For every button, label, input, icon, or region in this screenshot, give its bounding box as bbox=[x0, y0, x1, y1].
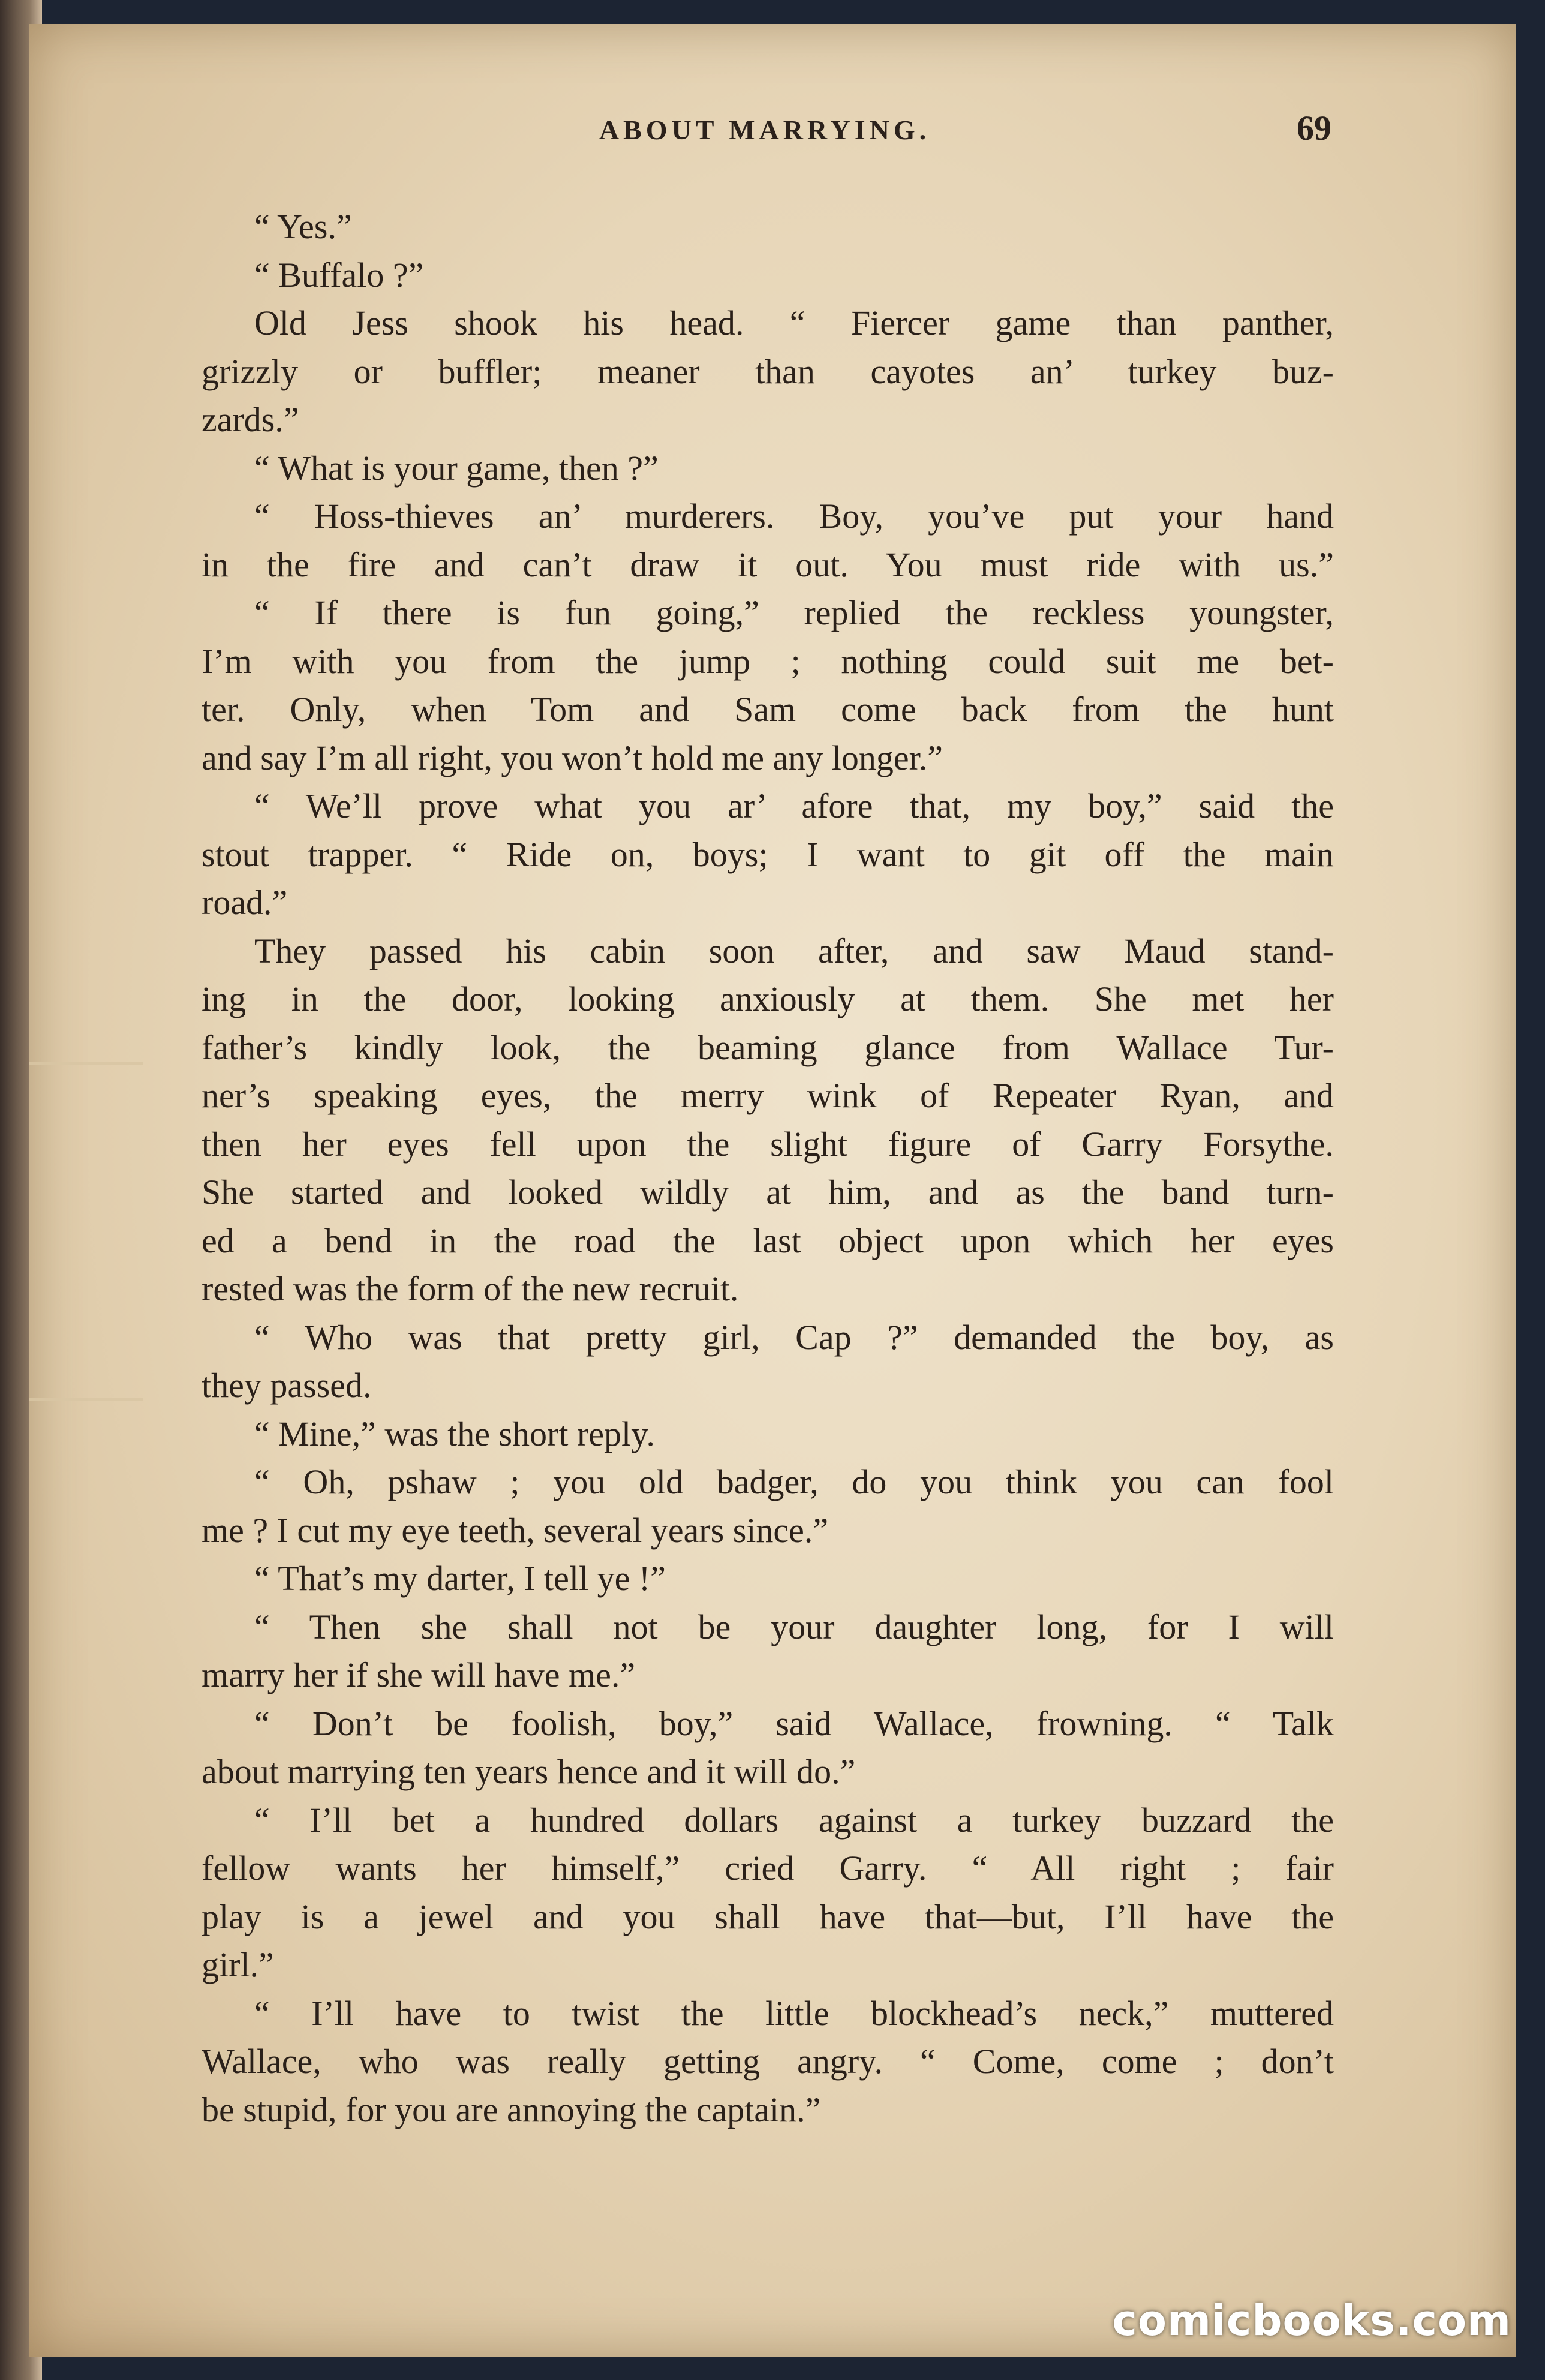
text-line: Old Jess shook his head. “ Fiercer game than panther, bbox=[254, 303, 1334, 342]
text-line: be stupid, for you are annoying the captain.” bbox=[202, 2090, 821, 2129]
text-line: then her eyes fell upon the slight figure of Garry Forsythe. bbox=[202, 1124, 1334, 1164]
text-line: they passed. bbox=[202, 1366, 372, 1405]
text-line: “ If there is fun going,” replied the reckless youngster, bbox=[254, 593, 1334, 632]
text-line: “ Buffalo ?” bbox=[254, 255, 424, 295]
text-line: “ Oh, pshaw ; you old badger, do you think you can fool bbox=[254, 1462, 1334, 1501]
text-line: ing in the door, looking anxiously at them. She met her bbox=[202, 979, 1334, 1018]
text-line: rested was the form of the new recruit. bbox=[202, 1269, 739, 1308]
text-line: I’m with you from the jump ; nothing could suit me bet- bbox=[202, 641, 1334, 681]
text-line: ner’s speaking eyes, the merry wink of Repeater Ryan, and bbox=[202, 1076, 1334, 1115]
text-line: stout trapper. “ Ride on, boys; I want to git off the main bbox=[202, 834, 1334, 874]
text-line: “ Don’t be foolish, boy,” said Wallace, frowning. “ Talk bbox=[254, 1703, 1334, 1743]
page-header bbox=[198, 90, 1331, 162]
binding-thread bbox=[29, 1398, 143, 1401]
text-line: “ What is your game, then ?” bbox=[254, 448, 659, 488]
text-line: grizzly or buffler; meaner than cayotes an’ turkey buz- bbox=[202, 351, 1334, 391]
text-line: “ We’ll prove what you ar’ afore that, my boy,” said the bbox=[254, 786, 1334, 825]
text-line: play is a jewel and you shall have that—but, I’ll have the bbox=[202, 1897, 1334, 1936]
text-line: “ Who was that pretty girl, Cap ?” demanded the boy, as bbox=[254, 1317, 1334, 1357]
text-line: girl.” bbox=[202, 1945, 274, 1984]
text-line: “ Hoss-thieves an’ murderers. Boy, you’ve put your hand bbox=[254, 497, 1334, 536]
text-line: zards.” bbox=[202, 400, 299, 439]
text-line: ed a bend in the road the last object upon which her eyes bbox=[202, 1221, 1334, 1260]
body-text bbox=[202, 203, 1334, 2158]
text-line: fellow wants her himself,” cried Garry. “ All right ; fair bbox=[202, 1849, 1334, 1888]
running-head: ABOUT MARRYING. bbox=[599, 115, 931, 145]
text-line: “ Then she shall not be your daughter long, for I will bbox=[254, 1607, 1334, 1646]
text-line: father’s kindly look, the beaming glance from Wallace Tur- bbox=[202, 1027, 1334, 1067]
text-line: “ I’ll have to twist the little blockhead’s neck,” muttered bbox=[254, 1993, 1334, 2033]
text-line: “ Yes.” bbox=[254, 207, 352, 246]
watermark: comicbooks.com bbox=[1112, 2296, 1511, 2345]
text-line: road.” bbox=[202, 883, 288, 922]
text-line: about marrying ten years hence and it will do.” bbox=[202, 1752, 856, 1791]
text-line: “ Mine,” was the short reply. bbox=[254, 1414, 655, 1453]
text-line: “ I’ll bet a hundred dollars against a turkey buzzard the bbox=[254, 1800, 1334, 1840]
text-line: They passed his cabin soon after, and saw Maud stand- bbox=[254, 931, 1334, 970]
text-line: me ? I cut my eye teeth, several years since.” bbox=[202, 1510, 829, 1550]
text-line: and say I’m all right, you won’t hold me any longer.” bbox=[202, 738, 943, 777]
text-line: marry her if she will have me.” bbox=[202, 1655, 636, 1694]
text-line: She started and looked wildly at him, and as the band turn- bbox=[202, 1173, 1334, 1212]
page-number: 69 bbox=[1297, 109, 1331, 148]
text-line: in the fire and can’t draw it out. You must ride with us.” bbox=[202, 545, 1334, 584]
binding-thread bbox=[29, 1062, 143, 1065]
text-line: “ That’s my darter, I tell ye !” bbox=[254, 1559, 666, 1598]
text-line: ter. Only, when Tom and Sam come back from the hunt bbox=[202, 690, 1334, 729]
text-line: Wallace, who was really getting angry. “ Come, come ; don’t bbox=[202, 2042, 1334, 2081]
